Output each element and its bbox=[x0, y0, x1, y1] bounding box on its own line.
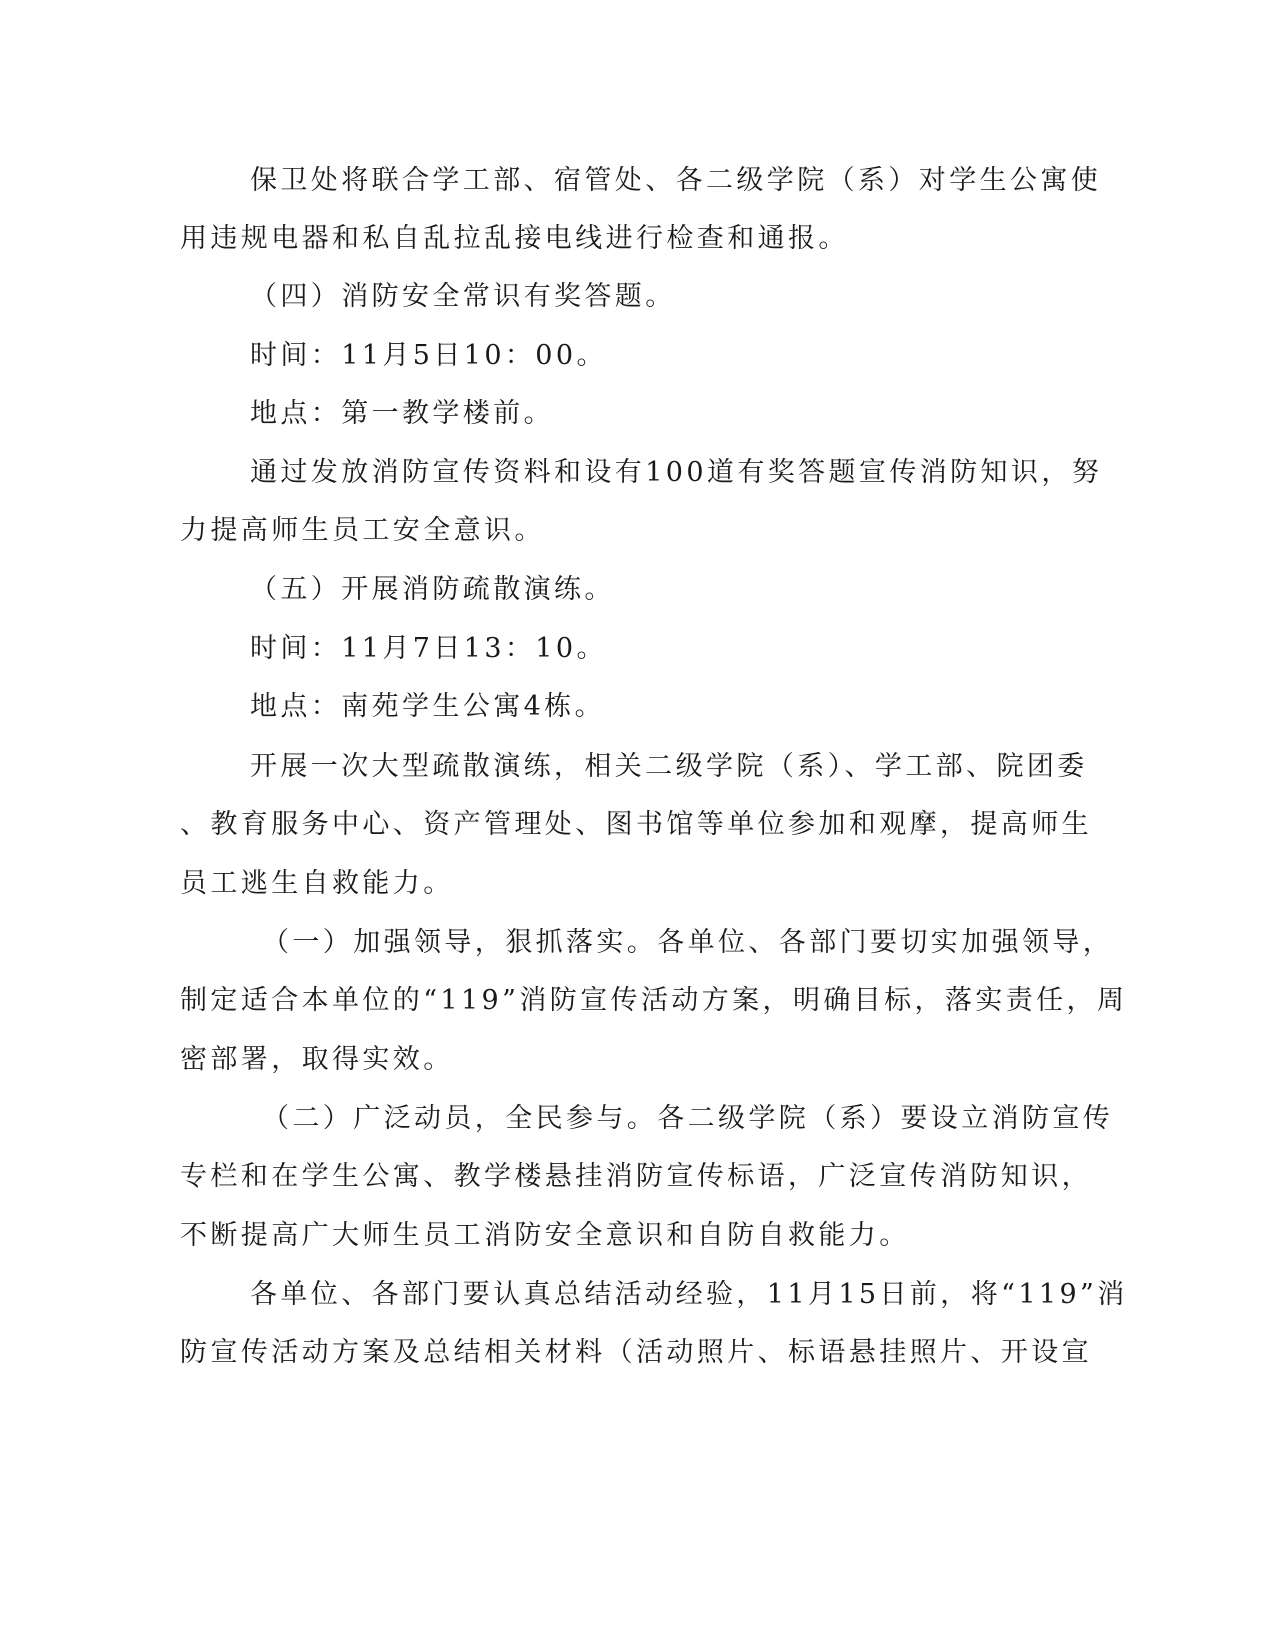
section-heading-5: （五）开展消防疏散演练。 bbox=[250, 574, 615, 605]
body-line-11: 开展一次大型疏散演练，相关二级学院（系）、学工部、院团委 bbox=[250, 751, 1088, 782]
location-line-1: 地点：第一教学楼前。 bbox=[250, 398, 554, 429]
requirement-1-line-1: （一）加强领导，狠抓落实。各单位、各部门要切实加强领导， bbox=[262, 927, 1114, 958]
body-line-1: 保卫处将联合学工部、宿管处、各二级学院（系）对学生公寓使 bbox=[250, 165, 1102, 196]
time-line-2: 时间：11月7日13：10。 bbox=[250, 633, 607, 664]
requirement-2-line-1: （二）广泛动员，全民参与。各二级学院（系）要设立消防宣传 bbox=[262, 1103, 1114, 1134]
requirement-1-line-3: 密部署，取得实效。 bbox=[180, 1044, 454, 1075]
body-line-2: 用违规电器和私自乱拉乱接电线进行检查和通报。 bbox=[180, 223, 849, 254]
body-line-6: 通过发放消防宣传资料和设有100道有奖答题宣传消防知识，努 bbox=[250, 457, 1103, 488]
requirement-2-line-3: 不断提高广大师生员工消防安全意识和自防自救能力。 bbox=[180, 1220, 910, 1251]
summary-line-2: 防宣传活动方案及总结相关材料（活动照片、标语悬挂照片、开设宣 bbox=[180, 1337, 1092, 1368]
body-line-7: 力提高师生员工安全意识。 bbox=[180, 515, 545, 546]
time-line-1: 时间：11月5日10：00。 bbox=[250, 340, 607, 371]
requirement-1-line-2: 制定适合本单位的“119”消防宣传活动方案，明确目标，落实责任，周 bbox=[180, 985, 1128, 1016]
requirement-2-line-2: 专栏和在学生公寓、教学楼悬挂消防宣传标语，广泛宣传消防知识， bbox=[180, 1161, 1092, 1192]
body-line-12: 、教育服务中心、资产管理处、图书馆等单位参加和观摩，提高师生 bbox=[180, 809, 1092, 840]
body-line-13: 员工逃生自救能力。 bbox=[180, 868, 454, 899]
section-heading-4: （四）消防安全常识有奖答题。 bbox=[250, 281, 676, 312]
summary-line-1: 各单位、各部门要认真总结活动经验，11月15日前，将“119”消 bbox=[250, 1279, 1128, 1310]
location-line-2: 地点：南苑学生公寓4栋。 bbox=[250, 691, 605, 722]
